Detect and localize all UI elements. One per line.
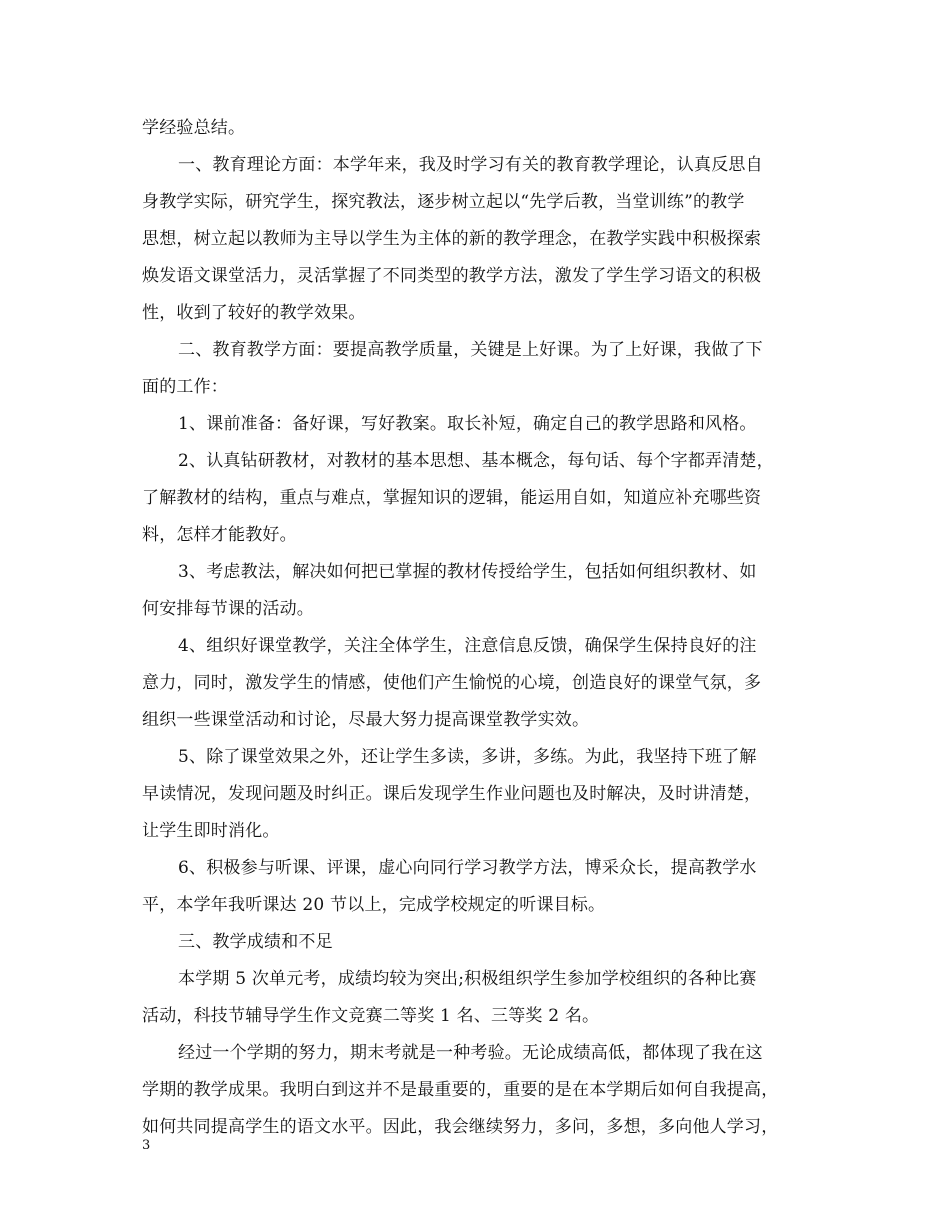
text-line: 料，怎样才能教好。 — [142, 525, 297, 545]
paragraph-start: 本学期 5 次单元考，成绩均较为突出;积极组织学生参加学校组织的各种比赛 — [178, 969, 757, 989]
paragraph-start: 2、认真钻研教材，对教材的基本思想、基本概念，每句话、每个字都弄清楚， — [178, 451, 774, 471]
text-line: 组织一些课堂活动和讨论，尽最大努力提高课堂教学实效。 — [142, 710, 590, 730]
text-line: 平，本学年我听课达 20 节以上，完成学校规定的听课目标。 — [142, 895, 606, 915]
section-heading: 三、教学成绩和不足 — [178, 932, 333, 952]
text-line: 让学生即时消化。 — [142, 821, 280, 841]
text-line: 学经验总结。 — [142, 118, 246, 138]
paragraph-start: 5、除了课堂效果之外，还让学生多读，多讲，多练。为此，我坚持下班了解 — [178, 747, 757, 767]
text-line: 何安排每节课的活动。 — [142, 599, 314, 619]
text-line: 了解教材的结构，重点与难点，掌握知识的逻辑，能运用自如，知道应补充哪些资 — [142, 488, 762, 508]
text-line: 思想，树立起以教师为主导以学生为主体的新的教学理念，在教学实践中积极探索 — [142, 229, 762, 249]
text-line: 活动，科技节辅导学生作文竞赛二等奖 1 名、三等奖 2 名。 — [142, 1006, 600, 1026]
text-line: 焕发语文课堂活力，灵活掌握了不同类型的教学方法，激发了学生学习语文的积极 — [142, 266, 762, 286]
paragraph-start: 1、课前准备：备好课，写好教案。取长补短，确定自己的教学思路和风格。 — [178, 414, 757, 434]
text-line: 身教学实际，研究学生，探究教法，逐步树立起以“先学后教，当堂训练”的教学 — [142, 192, 745, 212]
paragraph-start: 经过一个学期的努力，期末考就是一种考验。无论成绩高低，都体现了我在这 — [178, 1043, 763, 1063]
text-line: 面的工作： — [142, 377, 228, 397]
page-number: 3 — [142, 1138, 151, 1153]
text-line: 早读情况，发现问题及时纠正。课后发现学生作业问题也及时解决，及时讲清楚， — [142, 784, 762, 804]
text-line: 性，收到了较好的教学效果。 — [142, 303, 366, 323]
text-line: 学期的教学成果。我明白到这并不是最重要的，重要的是在本学期后如何自我提高， — [142, 1080, 779, 1100]
paragraph-start: 二、教育教学方面：要提高教学质量，关键是上好课。为了上好课，我做了下 — [178, 340, 763, 360]
text-line: 如何共同提高学生的语文水平。因此，我会继续努力，多问，多想，多向他人学习， — [142, 1117, 779, 1137]
paragraph-start: 一、教育理论方面：本学年来，我及时学习有关的教育教学理论，认真反思自 — [178, 155, 763, 175]
paragraph-start: 3、考虑教法，解决如何把已掌握的教材传授给学生，包括如何组织教材、如 — [178, 562, 757, 582]
paragraph-start: 6、积极参与听课、评课，虚心向同行学习教学方法，博采众长，提高教学水 — [178, 858, 757, 878]
text-line: 意力，同时，激发学生的情感，使他们产生愉悦的心境，创造良好的课堂气氛，多 — [142, 673, 762, 693]
paragraph-start: 4、组织好课堂教学，关注全体学生，注意信息反馈，确保学生保持良好的注 — [178, 636, 757, 656]
